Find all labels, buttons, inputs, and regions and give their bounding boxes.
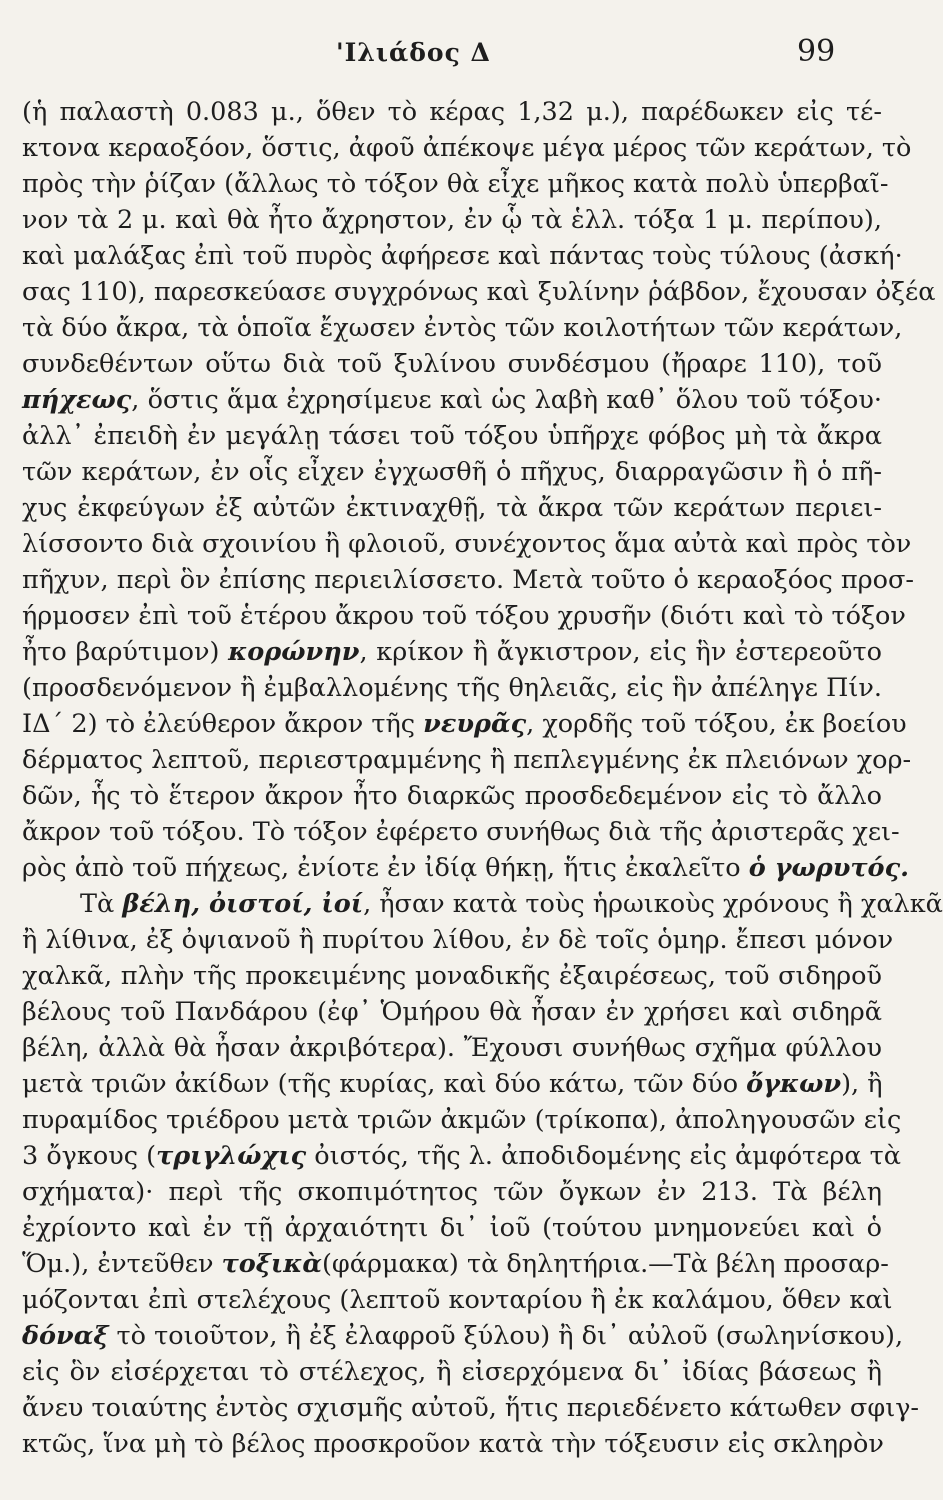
text-run: ἢ λίθινα, ἐξ ὀψιανοῦ ἢ πυρίτου λίθου, ἐν δὲ τοῖς ὁμηρ. ἔπεσι μόνον: [22, 925, 894, 955]
text-line: [22, 670, 882, 706]
emphasized-term: ὄγκων: [746, 1069, 842, 1099]
text-line: [22, 346, 882, 382]
text-line: [22, 742, 912, 778]
text-line: [22, 814, 900, 850]
text-run: ἄνευ τοιαύτης ἐντὸς σχισμῆς αὐτοῦ, ἥτις περιεδένετο κάτωθεν σφιγ-: [22, 1393, 920, 1423]
text-line: [22, 1246, 889, 1282]
page-number: 99: [797, 34, 836, 69]
text-line: [22, 1282, 893, 1318]
text-line: [22, 850, 909, 886]
text-run: κτῶς, ἵνα μὴ τὸ βέλος προσκροῦον κατὰ τὴν τόξευσιν εἰς σκληρὸν: [22, 1429, 884, 1459]
text-run: σχήματα)· περὶ τῆς σκοπιμότητος τῶν ὄγκων ἐν 213. Τὰ βέλη: [22, 1177, 882, 1207]
text-run: σας 110), παρεσκεύασε συγχρόνως καὶ ξυλίνην ῥάβδον, ἔχουσαν ὀξέα: [22, 277, 936, 307]
text-line: [22, 598, 906, 634]
text-line: [22, 562, 914, 598]
emphasized-term: ὁ γωρυτός.: [748, 853, 909, 883]
emphasized-term: κορώνην: [228, 637, 360, 667]
running-title: 'Ιλιάδος Δ: [336, 38, 491, 67]
emphasized-term: δόναξ: [22, 1321, 109, 1351]
text-line: [22, 1066, 882, 1102]
text-run: κτονα κεραοξόον, ὅστις, ἀφοῦ ἀπέκοψε μέγα μέρος τῶν κεράτων, τὸ: [22, 133, 912, 163]
text-line: [22, 994, 882, 1030]
page-header: [0, 30, 934, 80]
emphasized-term: τριγλώχις: [156, 1141, 307, 1171]
text-run: ρὸς ἀπὸ τοῦ πήχεως, ἐνίοτε ἐν ἰδίᾳ θήκῃ, ἥτις ἐκαλεῖτο: [22, 853, 749, 883]
text-run: (φάρμακα) τὰ δηλητήρια.—Τὰ βέλη προσαρ-: [321, 1249, 889, 1279]
text-run: δέρματος λεπτοῦ, περιεστραμμένης ἢ πεπλεγμένης ἐκ πλειόνων χορ-: [22, 745, 912, 775]
text-run: Τὰ: [80, 889, 123, 919]
text-line: [22, 922, 894, 958]
text-run: ΙΔ΄ 2) τὸ ἐλεύθερον ἄκρον τῆς: [22, 709, 424, 739]
text-run: τῶν κεράτων, ἐν οἷς εἶχεν ἐγχωσθῆ ὁ πῆχυς, διαρραγῶσιν ἢ ὁ πῆ-: [22, 457, 882, 487]
text-line: [22, 166, 889, 202]
text-run: καὶ μαλάξας ἐπὶ τοῦ πυρὸς ἀφήρεσε καὶ πάντας τοὺς τύλους (ἀσκή·: [22, 241, 903, 271]
text-line: [22, 1030, 882, 1066]
text-run: 3 ὄγκους (: [22, 1141, 157, 1171]
text-line: [22, 130, 912, 166]
text-line: [22, 94, 882, 130]
text-line: [22, 418, 882, 454]
text-run: ἐχρίοντο καὶ ἐν τῇ ἀρχαιότητι δι᾿ ἰοῦ (τούτου μνημονεύει καὶ ὁ: [22, 1213, 882, 1243]
text-run: βέλη, ἀλλὰ θὰ ἦσαν ἀκριβότερα). Ἔχουσι συνήθως σχῆμα φύλλου: [22, 1033, 882, 1063]
emphasized-term: βέλη, ὀιστοί, ἰοί: [122, 889, 364, 919]
text-line: [22, 1174, 882, 1210]
text-run: ὀιστός, τῆς λ. ἀποδιδομένης εἰς ἀμφότερα τὰ: [306, 1141, 902, 1171]
text-line: [22, 958, 882, 994]
text-run: πῆχυν, περὶ ὃν ἐπίσης περιειλίσσετο. Μετὰ τοῦτο ὁ κεραοξόος προσ-: [22, 565, 914, 595]
text-run: χαλκᾶ, πλὴν τῆς προκειμένης μοναδικῆς ἐξαιρέσεως, τοῦ σιδηροῦ: [22, 961, 882, 991]
text-line: [22, 1210, 882, 1246]
text-run: δῶν, ἧς τὸ ἕτερον ἄκρον ἦτο διαρκῶς προσδεδεμένον εἰς τὸ ἄλλο: [22, 781, 882, 811]
text-run: πυραμίδος τριέδρου μετὰ τριῶν ἀκμῶν (τρίκοπα), ἀποληγουσῶν εἰς: [22, 1105, 902, 1135]
text-line: [22, 526, 912, 562]
emphasized-term: πήχεως: [22, 385, 132, 415]
text-line: [22, 634, 882, 670]
text-run: , χορδῆς τοῦ τόξου, ἐκ βοείου: [526, 709, 907, 739]
text-run: ), ἢ: [841, 1069, 883, 1099]
text-run: χυς ἐκφεύγων ἐξ αὐτῶν ἐκτιναχθῇ, τὰ ἄκρα τῶν κεράτων περιει-: [22, 493, 882, 523]
text-line: [22, 778, 882, 814]
text-run: λίσσοντο διὰ σχοινίου ἢ φλοιοῦ, συνέχοντος ἅμα αὐτὰ καὶ πρὸς τὸν: [22, 529, 912, 559]
text-run: Ὅμ.), ἐντεῦθεν: [22, 1249, 222, 1279]
text-line: [22, 706, 907, 742]
text-run: τὸ τοιοῦτον, ἢ ἐξ ἐλαφροῦ ξύλου) ἢ δι᾿ αὐλοῦ (σωληνίσκου),: [108, 1321, 904, 1351]
text-line: [22, 1390, 920, 1426]
text-line: [22, 1102, 902, 1138]
body-text: [22, 94, 943, 1462]
text-run: μόζονται ἐπὶ στελέχους (λεπτοῦ κονταρίου ἢ ἐκ καλάμου, ὅθεν καὶ: [22, 1285, 893, 1315]
text-run: εἰς ὃν εἰσέρχεται τὸ στέλεχος, ἢ εἰσερχόμενα δι᾿ ἰδίας βάσεως ἢ: [22, 1357, 882, 1387]
text-run: βέλους τοῦ Πανδάρου (ἐφ᾿ Ὁμήρου θὰ ἦσαν ἐν χρήσει καὶ σιδηρᾶ: [22, 997, 882, 1027]
text-line: [22, 382, 882, 418]
emphasized-term: τοξικὰ: [221, 1249, 322, 1279]
text-run: συνδεθέντων οὕτω διὰ τοῦ ξυλίνου συνδέσμου (ἤραρε 110), τοῦ: [22, 349, 882, 379]
text-line: [22, 1354, 882, 1390]
text-run: τὰ δύο ἄκρα, τὰ ὁποῖα ἔχωσεν ἐντὸς τῶν κοιλοτήτων τῶν κεράτων,: [22, 313, 903, 343]
text-run: μετὰ τριῶν ἀκίδων (τῆς κυρίας, καὶ δύο κάτω, τῶν δύο: [22, 1069, 747, 1099]
text-line: [22, 310, 903, 346]
text-line: [22, 454, 882, 490]
text-run: , ἦσαν κατὰ τοὺς ἡρωικοὺς χρόνους ἢ χαλκᾶ: [363, 889, 943, 919]
text-run: ἀλλ᾿ ἐπειδὴ ἐν μεγάλῃ τάσει τοῦ τόξου ὑπῆρχε φόβος μὴ τὰ ἄκρα: [22, 421, 882, 451]
text-line: [22, 1426, 882, 1462]
text-line: [22, 238, 903, 274]
text-run: , κρίκον ἢ ἄγκιστρον, εἰς ἣν ἐστερεοῦτο: [359, 637, 882, 667]
emphasized-term: νευρᾶς: [423, 709, 527, 739]
text-run: ἄκρον τοῦ τόξου. Τὸ τόξον ἐφέρετο συνήθως διὰ τῆς ἀριστερᾶς χει-: [22, 817, 900, 847]
text-run: ἦτο βαρύτιμον): [22, 637, 229, 667]
text-line: [22, 1138, 902, 1174]
text-line: [22, 274, 936, 310]
text-line: [22, 490, 882, 526]
text-run: νον τὰ 2 μ. καὶ θὰ ἦτο ἄχρηστον, ἐν ᾧ τὰ ἑλλ. τόξα 1 μ. περίπου),: [22, 205, 882, 235]
text-run: πρὸς τὴν ῥίζαν (ἄλλως τὸ τόξον θὰ εἶχε μῆκος κατὰ πολὺ ὑπερβαῖ-: [22, 169, 889, 199]
text-line: [22, 886, 943, 922]
text-run: (ἡ παλαστὴ 0.083 μ., ὅθεν τὸ κέρας 1,32 μ.), παρέδωκεν εἰς τέ-: [22, 97, 882, 127]
text-run: (προσδενόμενον ἢ ἐμβαλλομένης τῆς θηλειᾶς, εἰς ἣν ἀπέληγε Πίν.: [22, 673, 882, 703]
text-run: ήρμοσεν ἐπὶ τοῦ ἑτέρου ἄκρου τοῦ τόξου χρυσῆν (διότι καὶ τὸ τόξον: [22, 601, 906, 631]
text-line: [22, 202, 882, 238]
text-line: [22, 1318, 904, 1354]
text-run: , ὅστις ἅμα ἐχρησίμευε καὶ ὡς λαβὴ καθ᾿ ὅλου τοῦ τόξου·: [131, 385, 882, 415]
